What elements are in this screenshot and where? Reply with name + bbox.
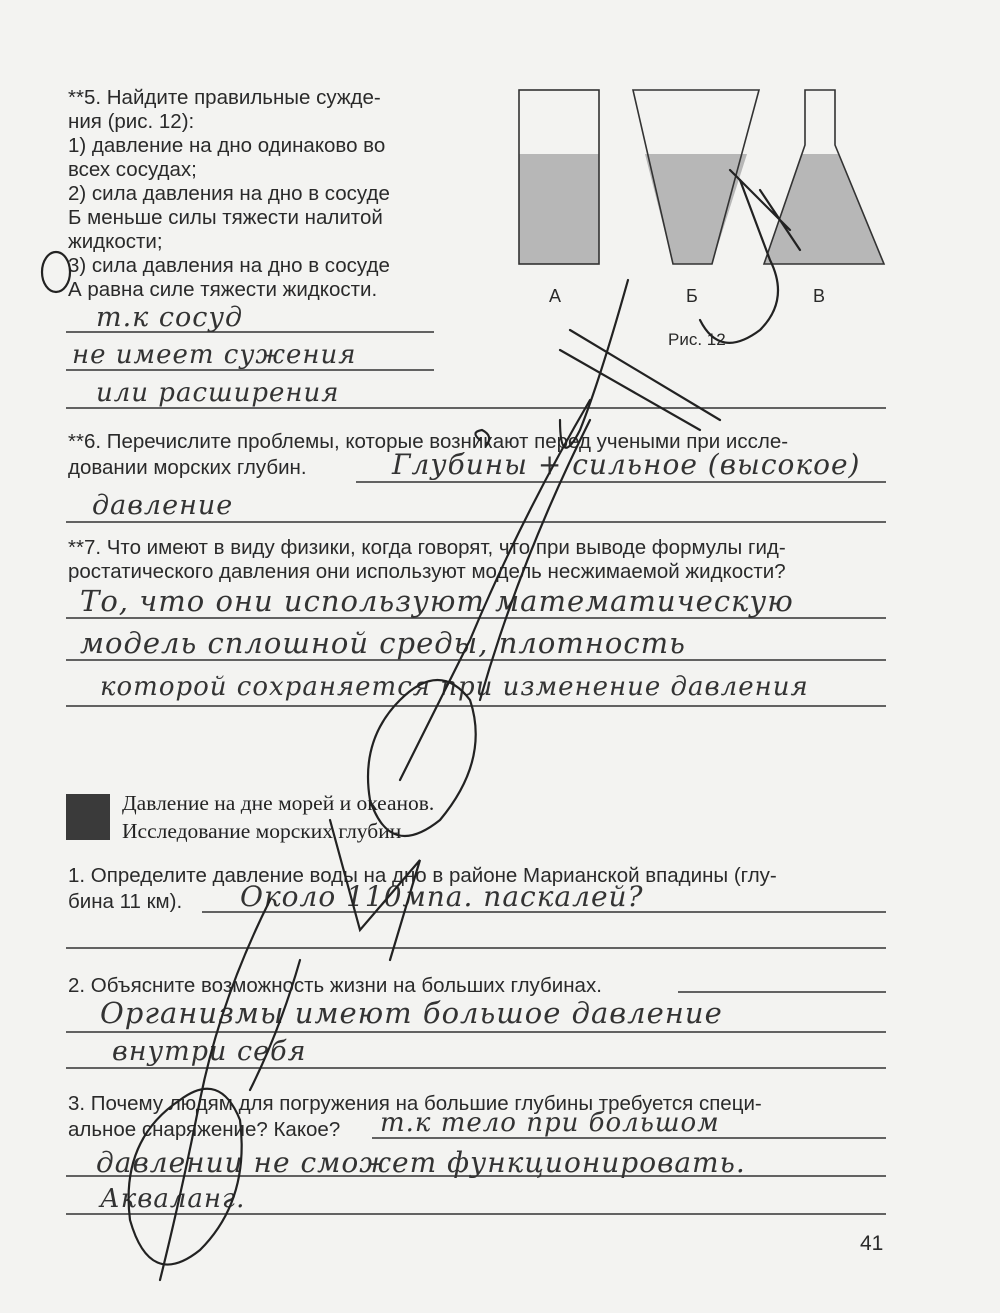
section-marker [66, 794, 110, 840]
q5-line: ния (рис. 12): [68, 110, 195, 133]
q7-answer-line-3: которой сохраняется при изменение давления [100, 672, 809, 702]
q5-line: 1) давление на дно одинаково во [68, 134, 386, 157]
vessel-b-outline [633, 90, 759, 264]
q6-answer-line-2: давление [92, 490, 234, 521]
s2-answer-line-1: Организмы имеют большое давление [100, 996, 723, 1030]
q5-line: Б меньше силы тяжести налитой [68, 206, 383, 229]
q6-line-1: **6. Перечислите проблемы, которые возникают перед учеными при иссле- [68, 430, 789, 453]
q6-answer-line-1: Глубины + сильное (высокое) [392, 448, 861, 481]
q5-answer-line-1: т.к сосуд [96, 302, 244, 333]
page-number: 41 [860, 1232, 884, 1255]
vessel-a-outline [519, 90, 599, 264]
s1-answer: Около 110мпа. паскалей? [240, 880, 644, 913]
q5-line: всех сосудах; [68, 158, 197, 181]
vessel-a-liquid [519, 154, 599, 264]
q7-line-1: **7. Что имеют в виду физики, когда говорят, что при выводе формулы гид- [68, 536, 786, 559]
s2-line-1: 2. Объясните возможность жизни на больших глубинах. [68, 974, 602, 997]
q7-line-2: ростатического давления они используют модель несжимаемой жидкости? [68, 560, 786, 583]
section-title-line: Давление на дне морей и океанов. [122, 791, 435, 815]
q5-line: жидкости; [68, 230, 163, 253]
section-title [122, 789, 434, 845]
vessel-v-outline [764, 90, 884, 264]
q5-text [68, 86, 448, 302]
vessel-label-a: А [549, 286, 562, 306]
section-title-line: Исследование морских глубин [122, 819, 402, 843]
s1-line-1: 1. Определите давление воды на дно в районе Марианской впадины (глу- [68, 864, 777, 887]
s1-line-2: бина 11 км). [68, 890, 183, 913]
q6-line-2: довании морских глубин. [68, 456, 307, 479]
vessel-v-liquid [764, 154, 884, 264]
q5-line: 2) сила давления на дно в сосуде [68, 182, 390, 205]
figure-caption: Рис. 12 [668, 330, 726, 349]
s3-answer-line-3: Акваланг. [100, 1184, 246, 1214]
q5-line: 3) сила давления на дно в сосуде [68, 254, 390, 277]
q7-answer-line-1: То, что они используют математическую [80, 584, 794, 618]
q5-answer-line-3: или расширения [96, 378, 340, 408]
q5-line: **5. Найдите правильные сужде- [68, 86, 381, 109]
s2-answer-line-2: внутри себя [112, 1036, 307, 1067]
q5-line: А равна силе тяжести жидкости. [68, 278, 378, 301]
vessel-label-b: Б [686, 286, 698, 306]
q5-answer-line-2: не имеет сужения [72, 340, 357, 370]
s3-line-2: альное снаряжение? Какое? [68, 1118, 341, 1141]
q7-answer-line-2: модель сплошной среды, плотность [80, 626, 686, 660]
s3-answer-line-2: давлении не сможет функционировать. [96, 1146, 746, 1179]
vessel-label-v: В [813, 286, 826, 306]
s3-answer-line-1: т.к тело при большом [380, 1108, 720, 1138]
vessel-b-liquid [645, 154, 747, 264]
s3-line-1: 3. Почему людям для погружения на большие глубины требуется специ- [68, 1092, 762, 1115]
